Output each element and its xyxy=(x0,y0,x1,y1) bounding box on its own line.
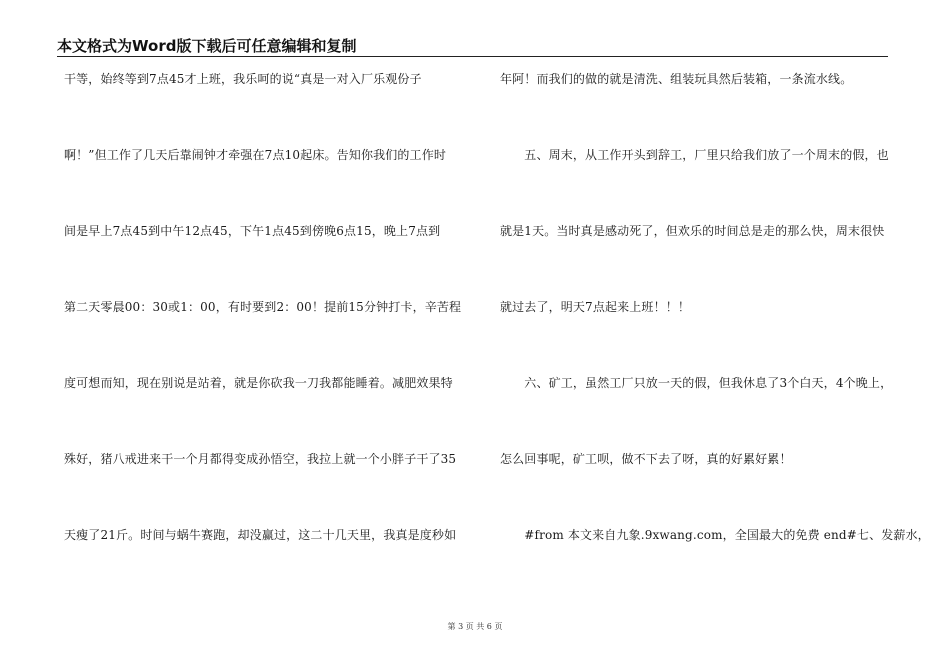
text-line: 就过去了，明天7点起来上班！！！ xyxy=(500,300,691,314)
text-line: 间是早上7点45到中午12点45，下午1点45到傍晚6点15，晚上7点到 xyxy=(64,224,441,238)
text-line: 第二天零晨00：30或1：00，有时要到2：00！提前15分钟打卡，辛苦程 xyxy=(64,300,462,314)
text-line: 殊好，猪八戒进来干一个月都得变成孙悟空，我拉上就一个小胖子干了35 xyxy=(64,452,457,466)
text-line: #from 本文来自九象.9xwang.com，全国最大的免费 end#七、发薪水， xyxy=(500,528,930,542)
text-line: 度可想而知，现在别说是站着，就是你砍我一刀我都能睡着。减肥效果特 xyxy=(64,376,453,390)
header-divider xyxy=(57,56,888,57)
text-line: 天瘦了21斤。时间与蜗牛赛跑，却没赢过，这二十几天里，我真是度秒如 xyxy=(64,528,457,542)
page-number: 第 3 页 共 6 页 xyxy=(447,622,503,631)
text-line: 干等，始终等到7点45才上班，我乐呵的说“真是一对入厂乐观份子 xyxy=(64,72,422,86)
text-line: 就是1天。当时真是感动死了，但欢乐的时间总是走的那么快，周末很快 xyxy=(500,224,885,238)
text-line: 年阿！而我们的做的就是清洗、组装玩具然后装箱，一条流水线。 xyxy=(500,72,853,86)
text-line: 啊！”但工作了几天后靠闹钟才牵强在7点10起床。告知你我们的工作时 xyxy=(64,148,446,162)
text-line: 五、周末，从工作开头到辞工，厂里只给我们放了一个周末的假，也 xyxy=(500,148,889,162)
text-line: 六、矿工，虽然工厂只放一天的假，但我休息了3个白天，4个晚上， xyxy=(500,376,893,390)
document-header-title: 本文格式为Word版下载后可任意编辑和复制 xyxy=(57,37,357,55)
text-line: 怎么回事呢，矿工呗，做不下去了呀，真的好累好累！ xyxy=(500,452,792,466)
